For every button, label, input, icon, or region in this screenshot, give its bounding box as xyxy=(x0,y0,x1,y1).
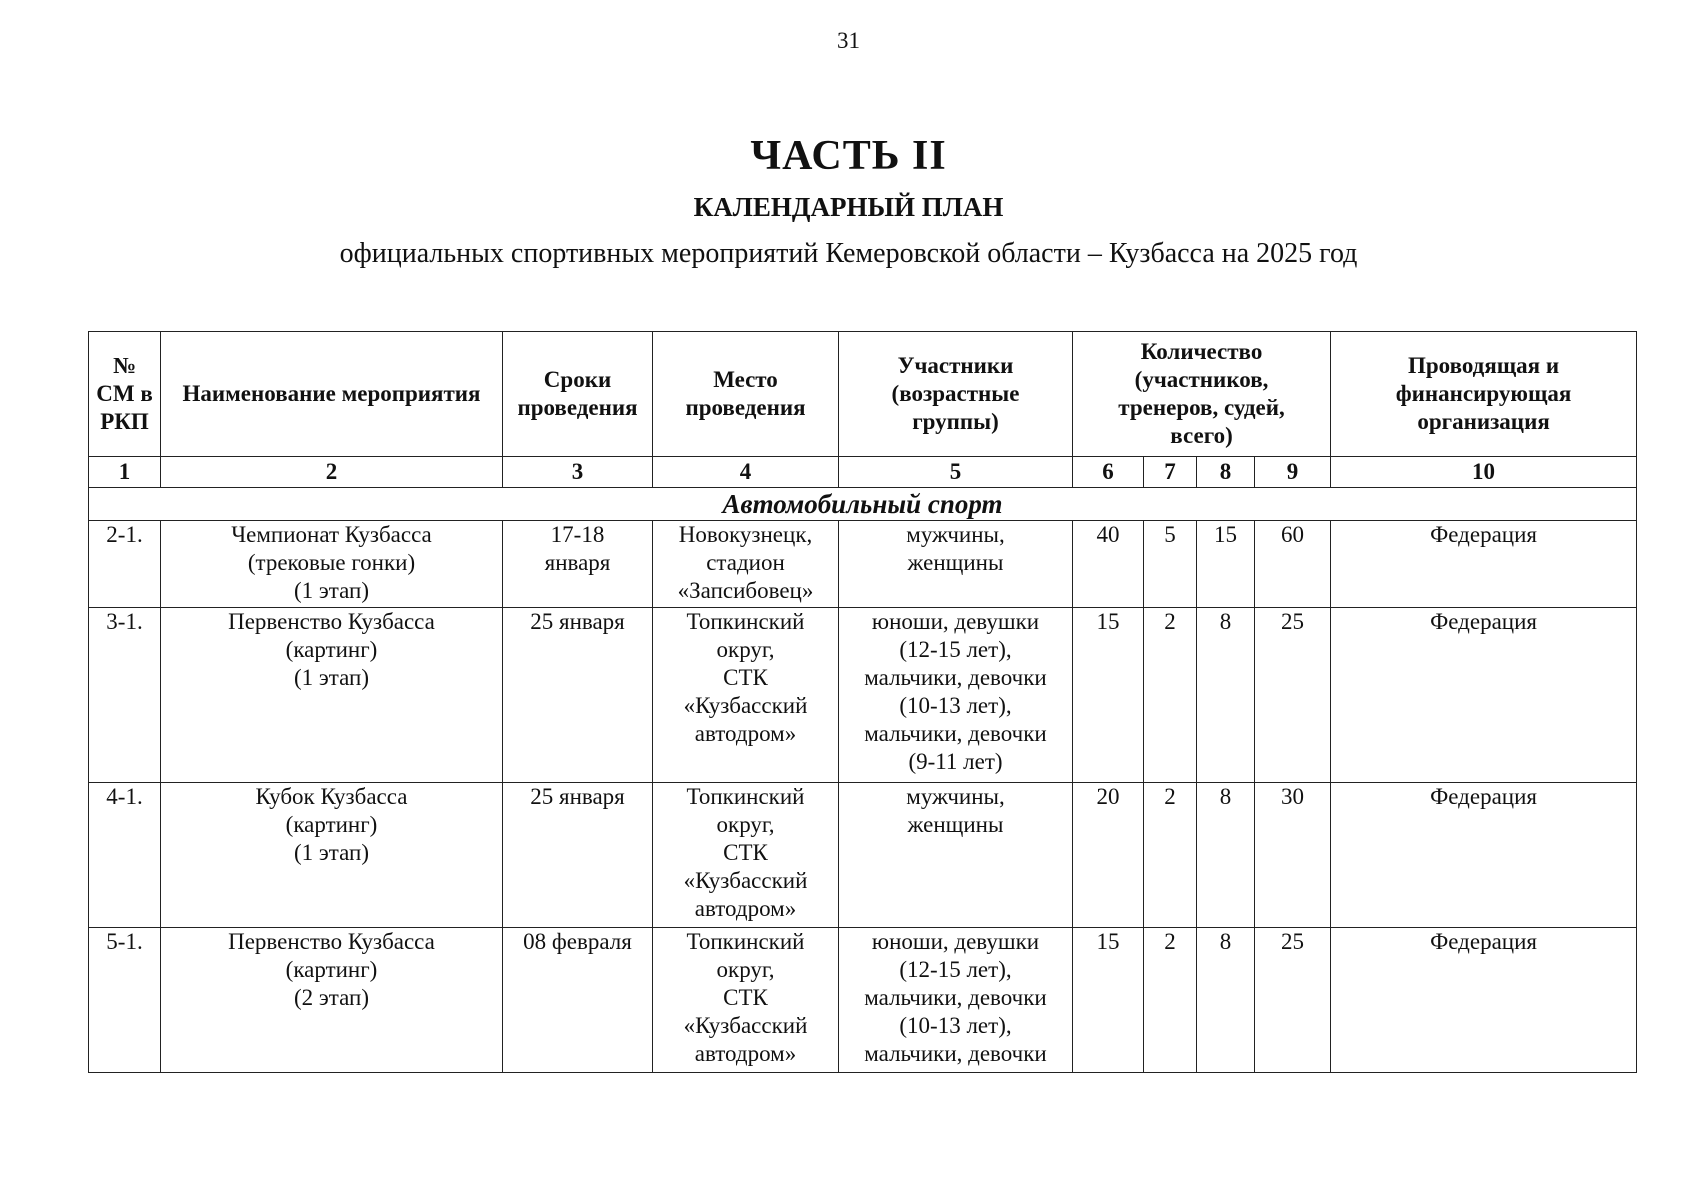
header-sm-number: № СМ в РКП xyxy=(89,332,161,457)
column-number-row xyxy=(89,457,1637,488)
event-participants: юноши, девушки (12-15 лет), мальчики, девочки (10-13 лет), мальчики, девочки (9-11 лет) xyxy=(839,608,1073,783)
athletes-count: 20 xyxy=(1073,783,1144,928)
athletes-count: 15 xyxy=(1073,608,1144,783)
header-dates: Сроки проведения xyxy=(503,332,653,457)
column-number: 7 xyxy=(1144,457,1197,488)
athletes-count: 40 xyxy=(1073,521,1144,608)
table-row xyxy=(89,783,1637,928)
table-row xyxy=(89,521,1637,608)
header-event-name: Наименование мероприятия xyxy=(161,332,503,457)
organization: Федерация xyxy=(1331,521,1637,608)
event-place: Топкинский округ, СТК «Кузбасский автодром» xyxy=(653,928,839,1073)
organization: Федерация xyxy=(1331,608,1637,783)
column-number: 1 xyxy=(89,457,161,488)
judges-count: 8 xyxy=(1197,783,1255,928)
column-number: 3 xyxy=(503,457,653,488)
event-code: 2-1. xyxy=(89,521,161,608)
event-dates: 17-18 января xyxy=(503,521,653,608)
total-count: 30 xyxy=(1255,783,1331,928)
event-name: Первенство Кузбасса (картинг) (1 этап) xyxy=(161,608,503,783)
calendar-plan-table xyxy=(88,331,1637,1073)
column-number: 8 xyxy=(1197,457,1255,488)
coaches-count: 2 xyxy=(1144,608,1197,783)
page-number: 31 xyxy=(837,28,860,53)
athletes-count: 15 xyxy=(1073,928,1144,1073)
total-count: 25 xyxy=(1255,608,1331,783)
plan-title: КАЛЕНДАРНЫЙ ПЛАН xyxy=(693,192,1004,222)
event-name: Первенство Кузбасса (картинг) (2 этап) xyxy=(161,928,503,1073)
column-number: 6 xyxy=(1073,457,1144,488)
coaches-count: 2 xyxy=(1144,783,1197,928)
total-count: 25 xyxy=(1255,928,1331,1073)
section-row xyxy=(89,488,1637,521)
organization: Федерация xyxy=(1331,928,1637,1073)
column-number: 9 xyxy=(1255,457,1331,488)
event-participants: юноши, девушки (12-15 лет), мальчики, девочки (10-13 лет), мальчики, девочки xyxy=(839,928,1073,1073)
plan-subtitle: официальных спортивных мероприятий Кемеровской области – Кузбасса на 2025 год xyxy=(339,238,1358,269)
judges-count: 15 xyxy=(1197,521,1255,608)
header-quantity: Количество (участников, тренеров, судей, всего) xyxy=(1073,332,1331,457)
judges-count: 8 xyxy=(1197,928,1255,1073)
coaches-count: 2 xyxy=(1144,928,1197,1073)
column-number: 2 xyxy=(161,457,503,488)
event-code: 3-1. xyxy=(89,608,161,783)
event-dates: 25 января xyxy=(503,783,653,928)
column-number: 4 xyxy=(653,457,839,488)
event-participants: мужчины, женщины xyxy=(839,783,1073,928)
event-name: Кубок Кузбасса (картинг) (1 этап) xyxy=(161,783,503,928)
total-count: 60 xyxy=(1255,521,1331,608)
event-participants: мужчины, женщины xyxy=(839,521,1073,608)
event-code: 4-1. xyxy=(89,783,161,928)
column-number: 5 xyxy=(839,457,1073,488)
event-code: 5-1. xyxy=(89,928,161,1073)
judges-count: 8 xyxy=(1197,608,1255,783)
table-row xyxy=(89,928,1637,1073)
part-title: ЧАСТЬ II xyxy=(750,133,947,179)
column-number: 10 xyxy=(1331,457,1637,488)
event-place: Топкинский округ, СТК «Кузбасский автодром» xyxy=(653,608,839,783)
coaches-count: 5 xyxy=(1144,521,1197,608)
organization: Федерация xyxy=(1331,783,1637,928)
event-place: Топкинский округ, СТК «Кузбасский автодром» xyxy=(653,783,839,928)
header-participants: Участники (возрастные группы) xyxy=(839,332,1073,457)
table-header-row xyxy=(89,332,1637,457)
event-dates: 25 января xyxy=(503,608,653,783)
event-place: Новокузнецк, стадион «Запсибовец» xyxy=(653,521,839,608)
event-dates: 08 февраля xyxy=(503,928,653,1073)
event-name: Чемпионат Кузбасса (трековые гонки) (1 этап) xyxy=(161,521,503,608)
header-place: Место проведения xyxy=(653,332,839,457)
section-title: Автомобильный спорт xyxy=(89,488,1637,521)
header-organization: Проводящая и финансирующая организация xyxy=(1331,332,1637,457)
table-row xyxy=(89,608,1637,783)
